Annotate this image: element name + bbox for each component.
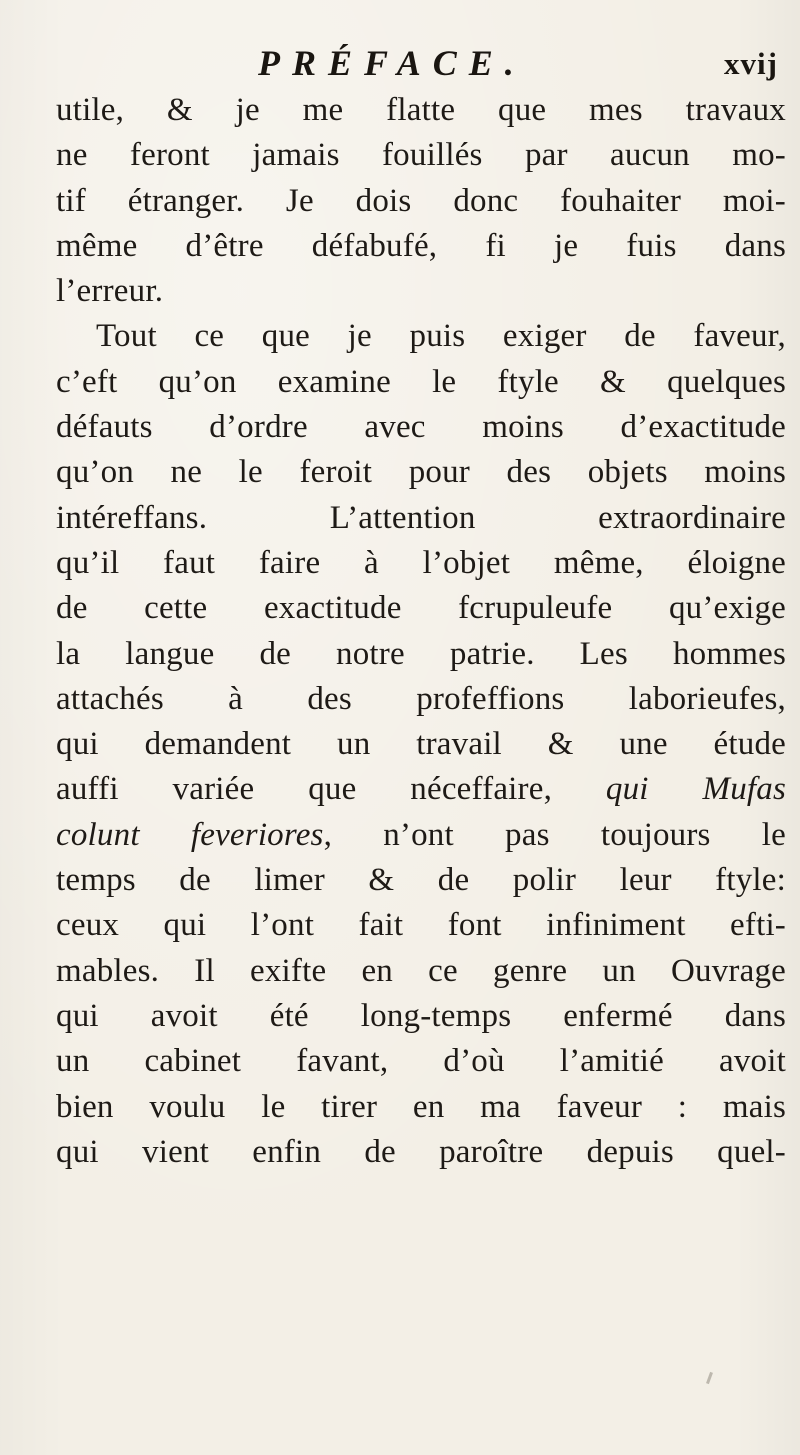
text-line: ceux qui l’ont fait font infiniment efti-	[56, 907, 786, 944]
text-line: qu’il faut faire à l’objet même, éloigne	[56, 544, 786, 581]
text-line: même d’être défabufé, fi je fuis dans	[56, 227, 786, 264]
text-line: la langue de notre patrie. Les hommes	[56, 635, 786, 672]
text-segment: , n’ont pas toujours le	[323, 816, 786, 853]
text-line: qui avoit été long-temps enfermé dans	[56, 997, 786, 1034]
body-text	[56, 88, 786, 1175]
running-title: PRÉFACE.	[258, 43, 526, 83]
text-line: utile, & je me flatte que mes travaux	[56, 92, 786, 128]
text-line: un cabinet favant, d’où l’amitié avoit	[56, 1043, 786, 1080]
text-line: intéreffans. L’attention extraordinaire	[56, 499, 786, 536]
text-line: l’erreur.	[56, 273, 164, 310]
page-number: xvij	[724, 46, 778, 81]
text-line-with-italic	[56, 813, 786, 858]
text-line: qui vient enfin de paroître depuis quel-	[56, 1133, 786, 1170]
text-line: Tout ce que je puis exiger de faveur,	[96, 318, 786, 355]
text-line-with-italic	[56, 767, 786, 812]
ink-speck	[706, 1372, 713, 1384]
text-line: attachés à des profeffions laborieufes,	[56, 680, 786, 717]
text-line: qu’on ne le feroit pour des objets moins	[56, 454, 786, 491]
italic-phrase: colunt feveriores	[56, 816, 324, 853]
text-line: bien voulu le tirer en ma faveur : mais	[56, 1088, 786, 1125]
text-line: ne feront jamais fouillés par aucun mo-	[56, 137, 786, 174]
italic-phrase: qui Mufas	[605, 771, 786, 808]
text-line: mables. Il exifte en ce genre un Ouvrage	[56, 952, 786, 989]
text-line: de cette exactitude fcrupuleufe qu’exige	[56, 590, 786, 627]
text-line: c’eft qu’on examine le ftyle & quelques	[56, 363, 786, 400]
text-line: défauts d’ordre avec moins d’exactitude	[56, 409, 786, 446]
text-line: temps de limer & de polir leur ftyle:	[56, 862, 786, 899]
page-header	[0, 34, 800, 94]
text-segment: auffi variée que néceffaire,	[56, 771, 553, 808]
text-line: tif étranger. Je dois donc fouhaiter moi-	[56, 182, 786, 219]
text-line: qui demandent un travail & une étude	[56, 726, 786, 763]
